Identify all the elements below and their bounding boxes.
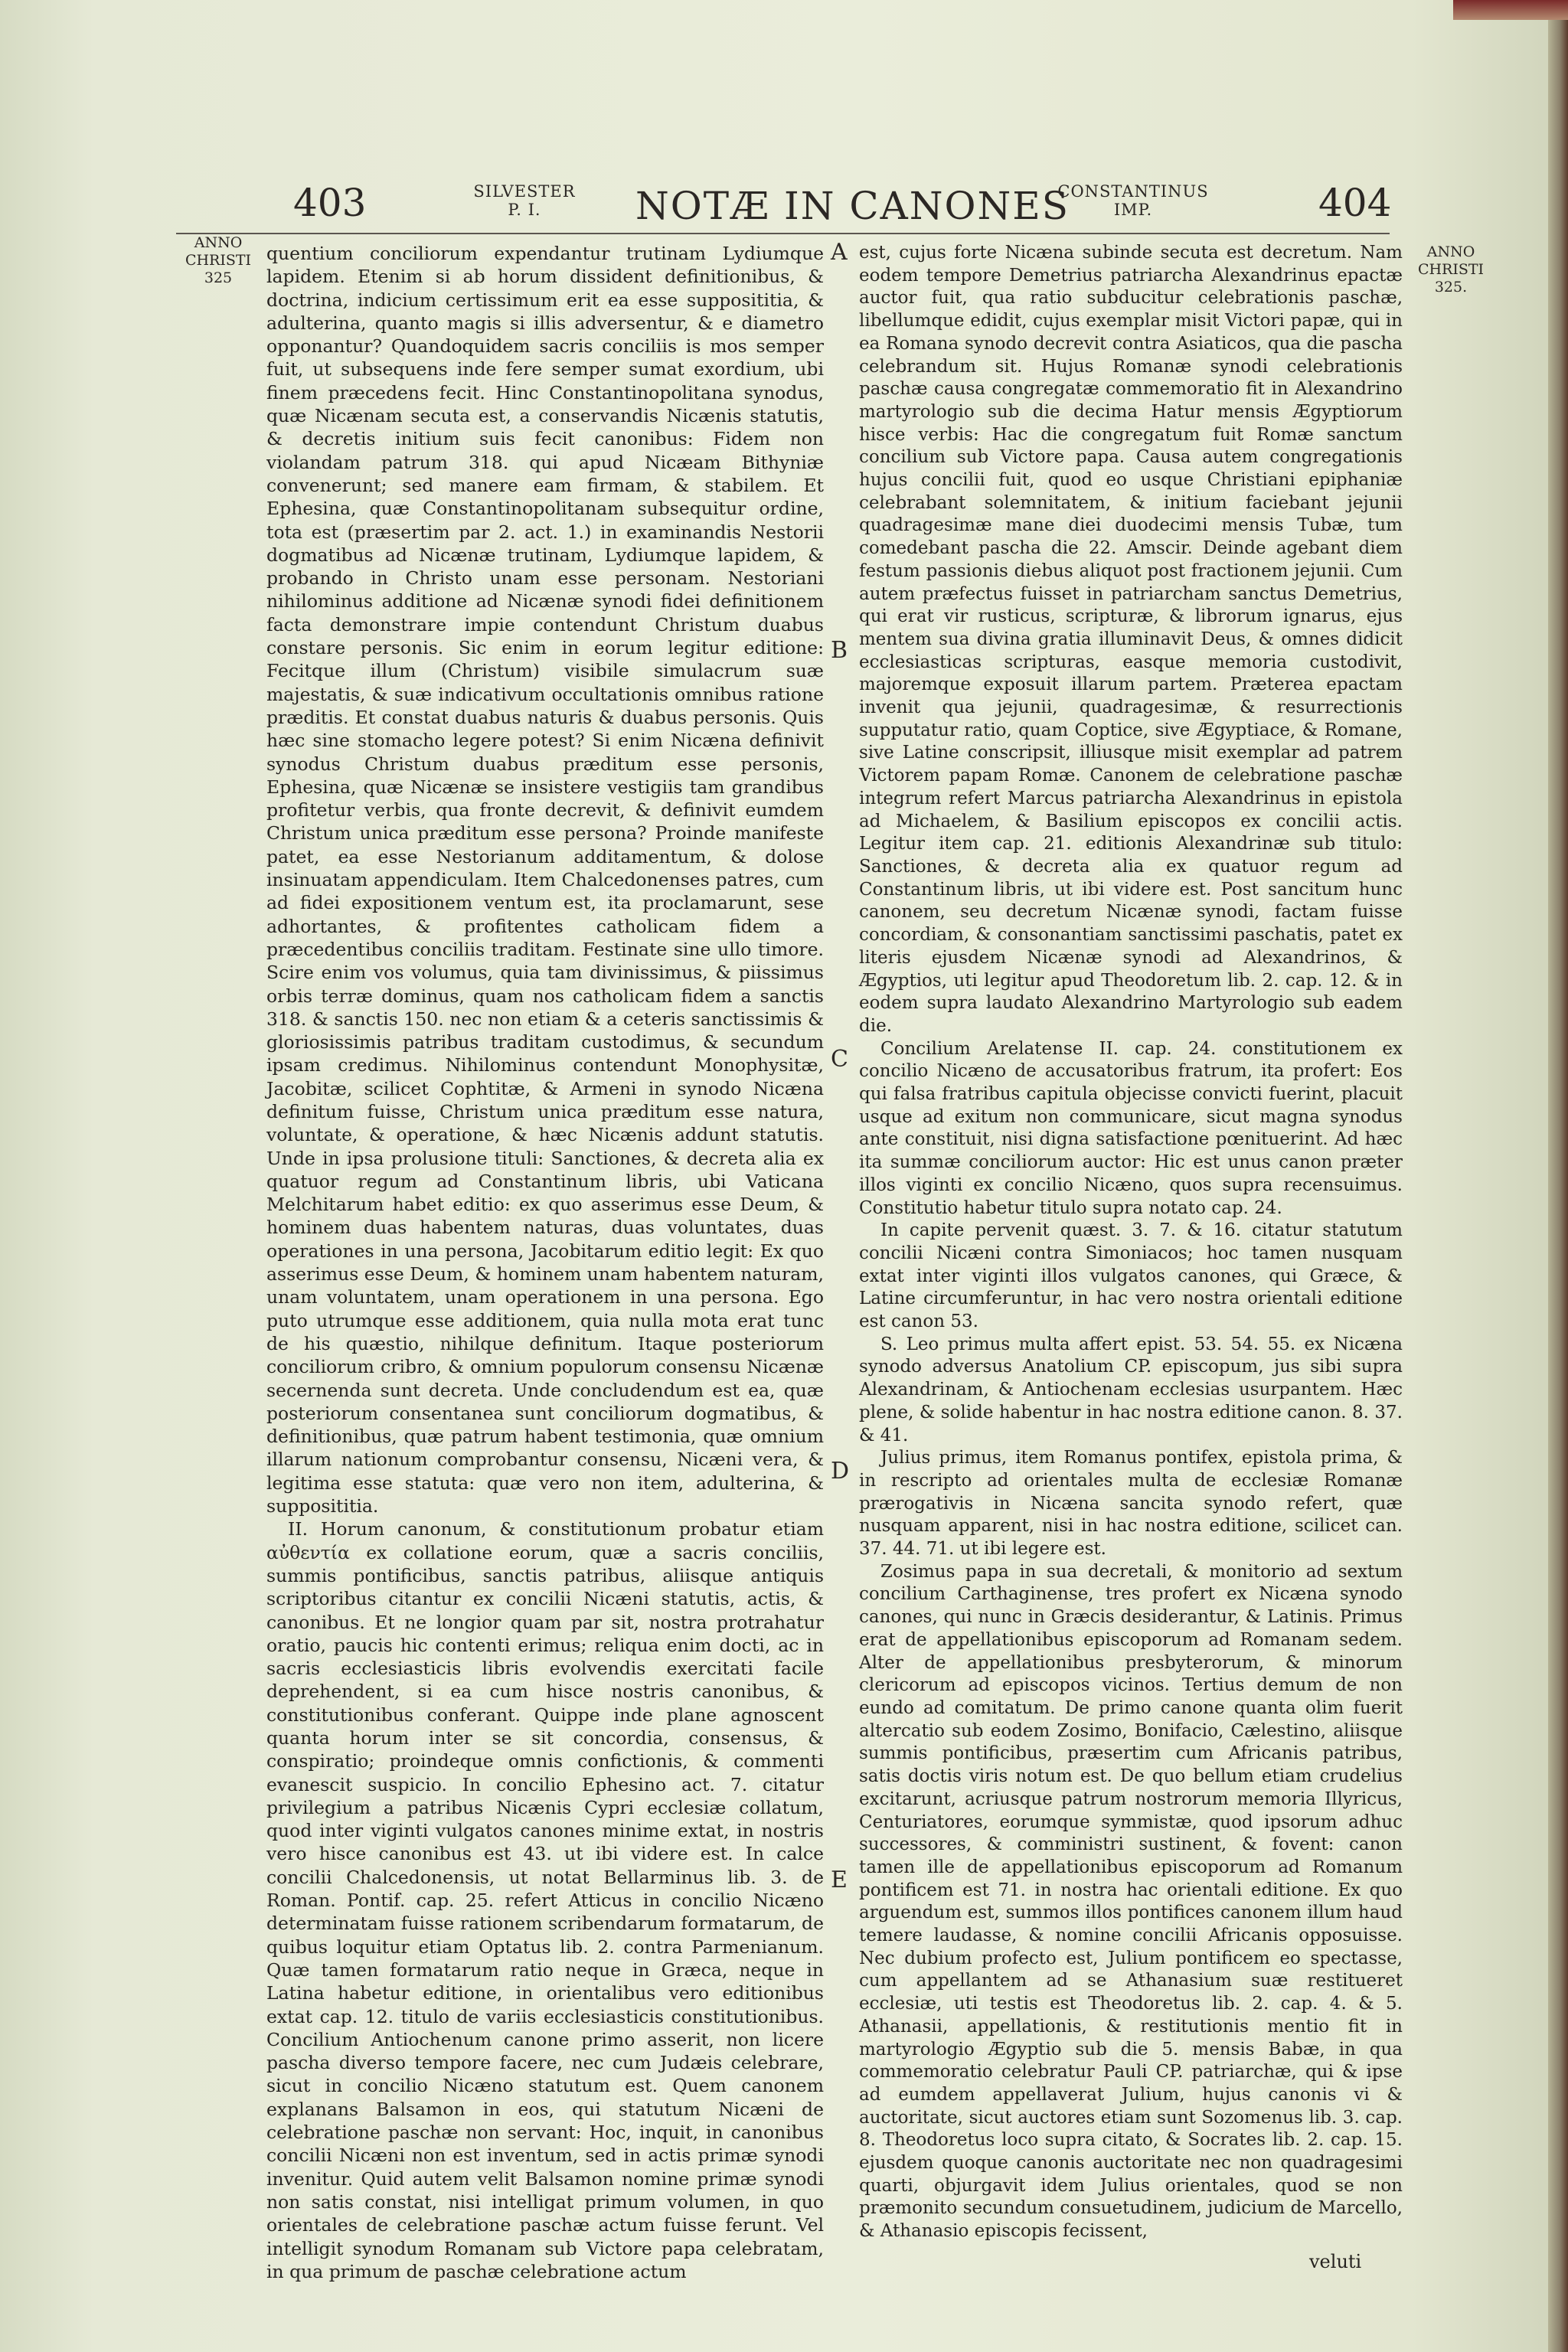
left-column xyxy=(266,242,824,2283)
running-head-left: SILVESTER P. I. xyxy=(473,182,576,219)
margin-year-right xyxy=(1401,243,1501,296)
margin-right-line3: 325. xyxy=(1434,279,1468,296)
margin-right-line1: ANNO xyxy=(1426,243,1475,260)
margin-left-line1: ANNO xyxy=(194,234,243,251)
left-paragraph-1: quentium conciliorum expendantur trutinam Lydiumque lapidem. Etenim si ab horum dissident definitionibus, & doctrina, indicium certissimum erit ea esse supposititia, & adulterina, quanto magis si illis adversentur, & e diametro opponantur? Quandoquidem sacris conciliis is mos semper fuit, ut subsequens inde fere semper sumat exordium, ubi finem præcedens fecit. Hinc Constantinopolitana synodus, quæ Nicænam secuta est, a conservandis Nicænis statutis, & decretis initium suis fecit canonibus: Fidem non violandam patrum 318. qui apud Nicæam Bithyniæ convenerunt; sed manere eam firmam, & stabilem. Et Ephesina, quæ Constantinopolitanam subsequitur ordine, tota est (præsertim par 2. act. 1.) in examinandis Nestorii dogmatibus ad Nicænæ trutinam, Lydiumque lapidem, & probando in Christo unam esse personam. Nestoriani nihilominus additione ad Nicænæ synodi fidei definitionem facta demonstrare impie contendunt Christum duabus constare personis. Sic enim in eorum legitur editione: Fecitque illum (Christum) visibile simulacrum suæ majestatis, & suæ indicativum occultationis omnibus ratione præditis. Et constat duabus naturis & duabus personis. Quis hæc sine stomacho legere potest? Si enim Nicæna definivit synodus Christum duabus præditum esse personis, Ephesina, quæ Nicænæ se insistere vestigiis tam grandibus profitetur verbis, qua fronte decrevit, & definivit eumdem Christum unica præditum esse persona? Proinde manifeste patet, ea esse Nestorianum additamentum, & dolose insinuatam appendiculam. Item Chalcedonenses patres, cum ad fidei expositionem ventum est, ita proclamarunt, sese adhortantes, & profitentes catholicam fidem a præcedentibus conciliis traditam. Festinate sine ullo timore. Scire enim vos volumus, quia tam divinissimus, & piissimus orbis terræ dominus, quam nos catholicam fidem a sanctis 318. & sanctis 150. nec non etiam & a ceteris sanctissimis & gloriosissimis patribus traditam custodimus, & secundum ipsam credimus. Nihilominus contendunt Monophysitæ, Jacobitæ, scilicet Cophtitæ, & Armeni in synodo Nicæna definitum fuisse, Christum unica præditum esse natura, voluntate, & operatione, & hæc Nicænis addunt statutis. Unde in ipsa prolusione tituli: Sanctiones, & decreta alia ex quatuor regum ad Constantinum libris, ubi Vaticana Melchitarum habet editio: ex quo asserimus esse Deum, & hominem duas habentem naturas, duas voluntates, duas operationes in una persona, Jacobitarum editio legit: Ex quo asserimus esse Deum, & hominem unam habentem naturam, unam voluntatem, unam operationem in una persona. Ego puto utrumque esse additionem, quia nulla mota erat tunc de his quæstio, nihilque definitum. Itaque posteriorum conciliorum cribro, & omnium populorum consensu Nicænæ secernenda sunt decreta. Unde concludendum est ea, quæ posteriorum consentanea sunt conciliorum dogmatibus, & definitionibus, quæ patrum habent testimonia, quæ omnium illarum nationum comprobantur consensu, Nicæni vera, & legitima esse statuta: quæ vero non item, adulterina, & supposititia. xyxy=(266,243,824,1517)
section-marker-c: C xyxy=(831,1046,848,1073)
page-number-right: 404 xyxy=(1318,181,1392,225)
right-paragraph-3: In capite pervenit quæst. 3. 7. & 16. citatur statutum concilii Nicæni contra Simoniacos; hoc tamen nusquam extat inter viginti illos vulgatos canones, qui Græce, & Latine circumferuntur, in hac vero nostra orientali editione est canon 53. xyxy=(859,1220,1403,1332)
running-head-right: CONSTANTINUS IMP. xyxy=(1057,182,1209,219)
book-binding-edge xyxy=(1548,0,1568,2352)
section-marker-e: E xyxy=(831,1867,848,1893)
section-marker-d: D xyxy=(831,1458,850,1485)
page-title: NOTÆ IN CANONES xyxy=(635,184,1070,228)
margin-left-line3: 325 xyxy=(204,270,233,286)
margin-right-line2: CHRISTI xyxy=(1417,261,1485,278)
right-column xyxy=(859,242,1403,2243)
page-header xyxy=(0,181,1568,234)
section-marker-a: A xyxy=(831,239,848,266)
page-number-left: 403 xyxy=(293,181,367,225)
right-paragraph-2: Concilium Arelatense II. cap. 24. constitutionem ex concilio Nicæno de accusatoribus fratrum, ita profert: Eos qui falsa fratribus capitula objecisse convicti fuerint, placuit usque ad exitum non communicare, sicut magna synodus ante constituit, nisi digna satisfactione pœnituerint. Ad hæc ita summæ conciliorum auctor: Hic est unus canon præter illos viginti ex concilio Nicæno, quos supra recensuimus. Constitutio habetur titulo supra notato cap. 24. xyxy=(859,1038,1403,1218)
book-binding-corner xyxy=(1453,0,1568,20)
section-marker-b: B xyxy=(831,637,848,664)
right-paragraph-4: S. Leo primus multa affert epist. 53. 54. 55. ex Nicæna synodo adversus Anatolium CP. episcopum, jus sibi supra Alexandrinam, & Antiochenam ecclesias usurpantem. Hæc plene, & solide habentur in hac nostra editione canon. 8. 37. & 41. xyxy=(859,1334,1403,1446)
catchword: veluti xyxy=(1309,2251,1362,2272)
margin-left-line2: CHRISTI xyxy=(185,252,252,269)
right-paragraph-5: Julius primus, item Romanus pontifex, epistola prima, & in rescripto ad orientales multa de ecclesiæ Romanæ prærogativis in Nicæna sancita synodo refert, quæ nusquam apparent, nisi in hac nostra editione, scilicet can. 37. 44. 71. ut ibi legere est. xyxy=(859,1448,1403,1560)
left-paragraph-2: II. Horum canonum, & constitutionum probatur etiam αὐθεντία ex collatione eorum, quæ a sacris conciliis, summis pontificibus, sanctis patribus, aliisque antiquis scriptoribus citantur ex concilii Nicæni statutis, actis, & canonibus. Et ne longior quam par sit, nostra protrahatur oratio, paucis hic contenti erimus; reliqua enim docti, ac in sacris ecclesiasticis libris evolvendis exercitati facile deprehendent, si ea cum hisce nostris canonibus, & constitutionibus conferant. Quippe inde plane agnoscent quanta horum inter se sit concordia, consensus, & conspiratio; proindeque omnis confictionis, & commenti evanescit suspicio. In concilio Ephesino act. 7. citatur privilegium a patribus Nicænis Cypri ecclesiæ collatum, quod inter viginti vulgatos canones minime extat, in nostris vero hisce canonibus est 43. ut ibi videre est. In calce concilii Chalcedonensis, ut notat Bellarminus lib. 3. de Roman. Pontif. cap. 25. refert Atticus in concilio Nicæno determinatam fuisse rationem scribendarum formatarum, de quibus loquitur etiam Optatus lib. 2. contra Parmenianum. Quæ tamen formatarum ratio neque in Græca, neque in Latina habetur editione, in orientalibus vero editionibus extat cap. 12. titulo de variis ecclesiasticis constitutionibus. Concilium Antiochenum canone primo asserit, non licere pascha diverso tempore facere, nec cum Judæis celebrare, sicut in concilio Nicæno statutum est. Quem canonem explanans Balsamon in eos, qui statutum Nicæni de celebratione paschæ non servant: Hoc, inquit, in canonibus concilii Nicæni non est inventum, sed in actis primæ synodi invenitur. Quid autem velit Balsamon nomine primæ synodi non satis constat, nisi intelligat primum volumen, in quo orientales de celebratione paschæ actum fuisse ferunt. Vel intelligit synodum Romanam sub Victore papa celebratam, in qua primum de paschæ celebratione actum xyxy=(266,1518,824,2282)
right-paragraph-6: Zosimus papa in sua decretali, & monitorio ad sextum concilium Carthaginense, tres profert ex Nicæna synodo canones, qui nunc in Græcis desiderantur, & Latinis. Primus erat de appellationibus episcoporum ad Romanam sedem. Alter de appellationibus presbyterorum, & minorum clericorum ad episcopos vicinos. Tertius demum de non eundo ad comitatum. De primo canone quanta olim fuerit altercatio sub eodem Zosimo, Bonifacio, Cælestino, aliisque summis pontificibus, præsertim cum Africanis patribus, satis doctis viris notum est. De quo bellum etiam crudelius excitarunt, acriusque patrum nostrorum memoria Illyricus, Centuriatores, eorumque symmistæ, quod ipsorum adhuc successores, & comministri sustinent, & fovent: canon tamen ille de appellationibus episcoporum ad Romanum pontificem est 71. in nostra hac orientali editione. Ex quo arguendum est, summos illos pontifices canonem illum haud temere laudasse, & nomine concilii Africanis opposuisse. Nec dubium profecto est, Julium pontificem eo spectasse, cum appellantem ad se Athanasium suæ restitueret ecclesiæ, uti testis est Theodoretus lib. 2. cap. 4. & 5. Athanasii, appellationis, & restitutionis mentio fit in martyrologio Ægyptio sub die 5. mensis Babæ, in qua commemoratio celebratur Pauli CP. patriarchæ, qui & ipse ad eumdem appellaverat Julium, hujus canonis vi & auctoritate, sicut auctores etiam sunt Sozomenus lib. 3. cap. 8. Theodoretus loco supra citato, & Socrates lib. 2. cap. 15. ejusdem quoque canonis auctoritate nec non quadragesimi quarti, objurgavit idem Julius orientales, quod se non præmonito secundum consuetudinem, judicium de Marcello, & Athanasio episcopis fecissent, xyxy=(859,1561,1403,2242)
header-rule xyxy=(176,233,1390,234)
margin-year-left xyxy=(172,234,264,287)
right-paragraph-1: est, cujus forte Nicæna subinde secuta est decretum. Nam eodem tempore Demetrius patriarcha Alexandrinus epactæ auctor fuit, qua ratio subducitur celebrationis paschæ, libellumque edidit, cujus exemplar misit Victori papæ, qui in ea Romana synodo decrevit contra Asiaticos, qua die pascha celebrandum sit. Hujus Romanæ synodi celebrationis paschæ causa congregatæ commemoratio fit in Alexandrino martyrologio sub die decima Hatur mensis Ægyptiorum hisce verbis: Hac die congregatum fuit Romæ sanctum concilium sub Victore papa. Causa autem congregationis hujus concilii fuit, quod eo usque Christiani epiphaniæ celebrabant solemnitatem, & initium faciebant jejunii quadragesimæ mane diei duodecimi mensis Tubæ, tum comedebant pascha die 22. Amscir. Deinde agebant diem festum passionis diebus aliquot post fractionem jejunii. Cum autem præfectus fuisset in patriarcham sanctus Demetrius, qui erat vir rusticus, scripturæ, & librorum ignarus, ejus mentem sua divina gratia illuminavit Deus, & omnes didicit ecclesiasticas scripturas, easque memoria custodivit, majoremque exposuit illarum partem. Præterea epactam invenit qua jejunii, quadragesimæ, & resurrectionis supputatur ratio, quam Coptice, sive Ægyptiace, & Romane, sive Latine conscripsit, illiusque misit exemplar ad patrem Victorem papam Romæ. Canonem de celebratione paschæ integrum refert Marcus patriarcha Alexandrinus in epistola ad Michaelem, & Basilium episcopos ex concilii actis. Legitur item cap. 21. editionis Alexandrinæ sub titulo: Sanctiones, & decreta alia ex quatuor regum ad Constantinum libris, ut ibi videre est. Post sancitum hunc canonem, seu decretum Nicænæ synodi, factam fuisse concordiam, & consonantiam sanctissimi paschatis, patet ex literis ejusdem Nicænæ synodi ad Alexandrinos, & Ægyptios, uti legitur apud Theodoretum lib. 2. cap. 12. & in eodem supra laudato Alexandrino Martyrologio sub eadem die. xyxy=(859,243,1403,1036)
